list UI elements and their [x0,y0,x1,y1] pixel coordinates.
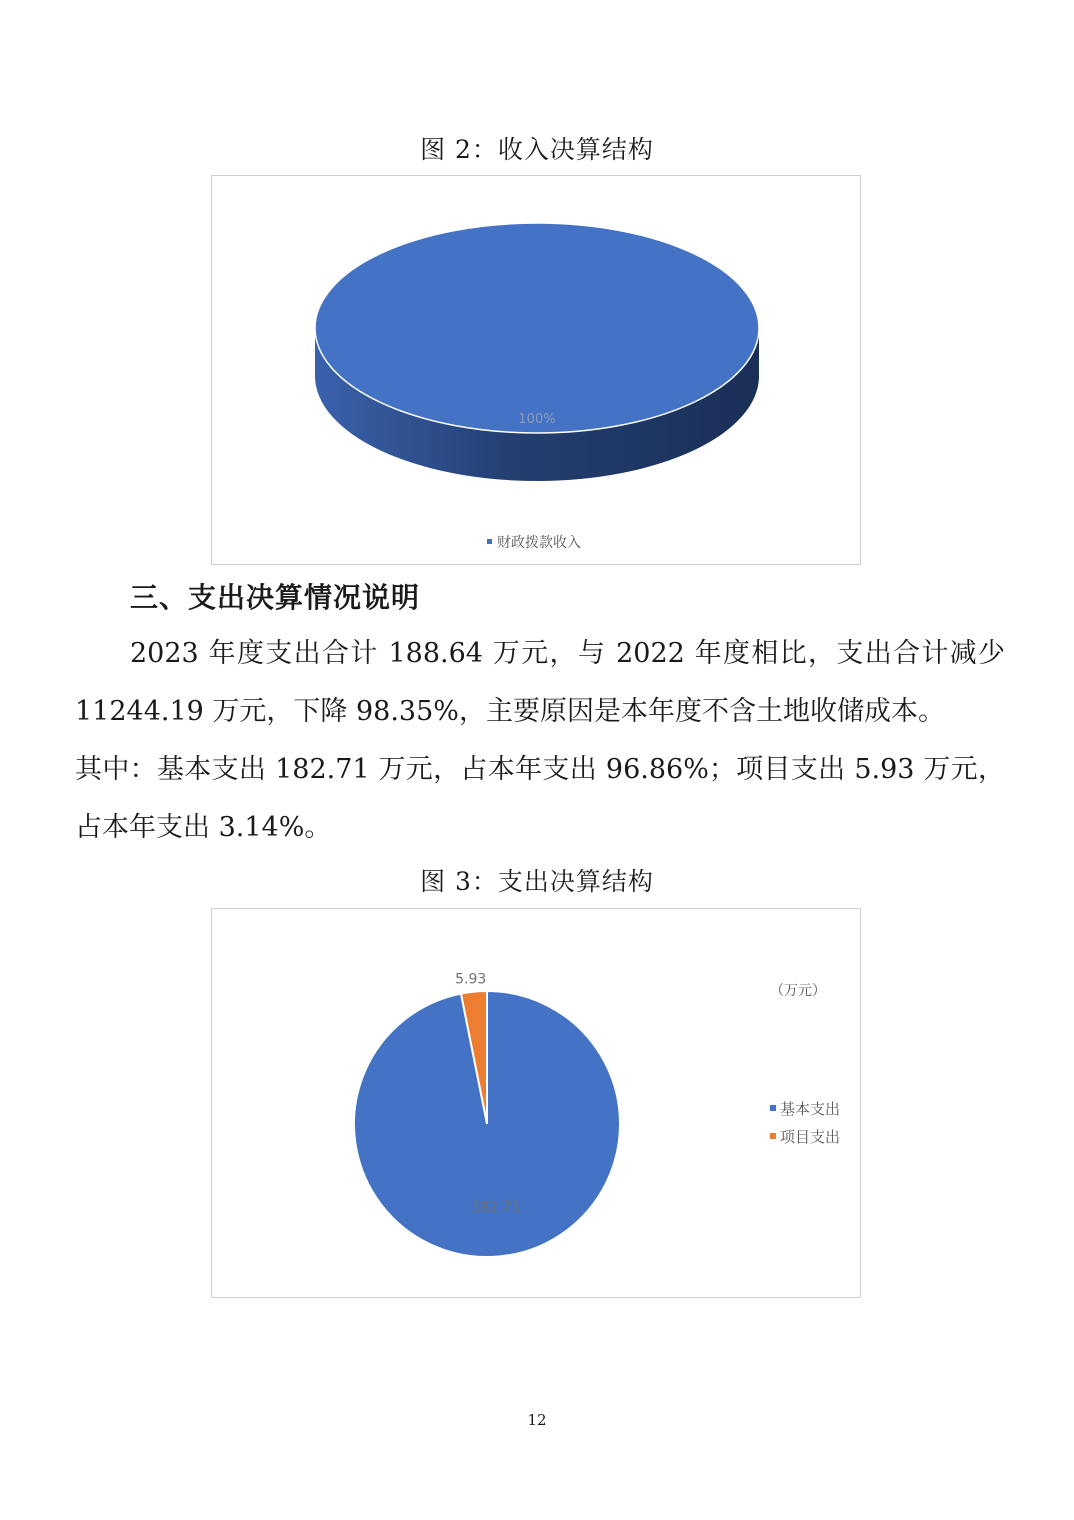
data-label-basic: 182.71 [471,1199,521,1216]
income-pie-svg [212,176,862,566]
expenditure-legend [770,1100,840,1146]
legend-label-basic: 基本支出 [780,1100,841,1118]
income-legend [487,534,581,551]
income-data-label: 100% [518,412,556,427]
page-number: 12 [527,1411,547,1429]
expenditure-pie-svg [212,909,862,1299]
para-line-3: 其中：基本支出 182.71 万元，占本年支出 96.86%；项目支出 5.93 万元， [75,754,1005,785]
legend-swatch-fiscal-income [487,539,492,544]
para-line-1: 2023 年度支出合计 188.64 万元，与 2022 年度相比，支出合计减少 [130,638,1005,669]
expenditure-paragraph [75,625,1005,857]
legend-label-project: 项目支出 [780,1128,841,1146]
section-3-heading: 三、支出决算情况说明 [130,581,421,614]
figure-3-caption: 图 3：支出决算结构 [420,867,654,896]
pie3d-slice-fiscal-income [315,223,759,433]
legend-swatch-basic [770,1105,776,1111]
data-label-project: 5.93 [455,971,487,988]
legend-label-fiscal-income: 财政拨款收入 [497,535,581,551]
legend-swatch-project [770,1133,776,1139]
figure-2-caption: 图 2：收入决算结构 [420,135,654,164]
income-structure-chart [211,175,861,565]
unit-label: （万元） [770,983,826,999]
para-line-4: 占本年支出 3.14%。 [75,812,332,843]
pie-slice-basic [354,991,620,1257]
expenditure-structure-chart [211,908,861,1298]
para-line-2: 11244.19 万元，下降 98.35%，主要原因是本年度不含土地收储成本。 [75,696,945,727]
